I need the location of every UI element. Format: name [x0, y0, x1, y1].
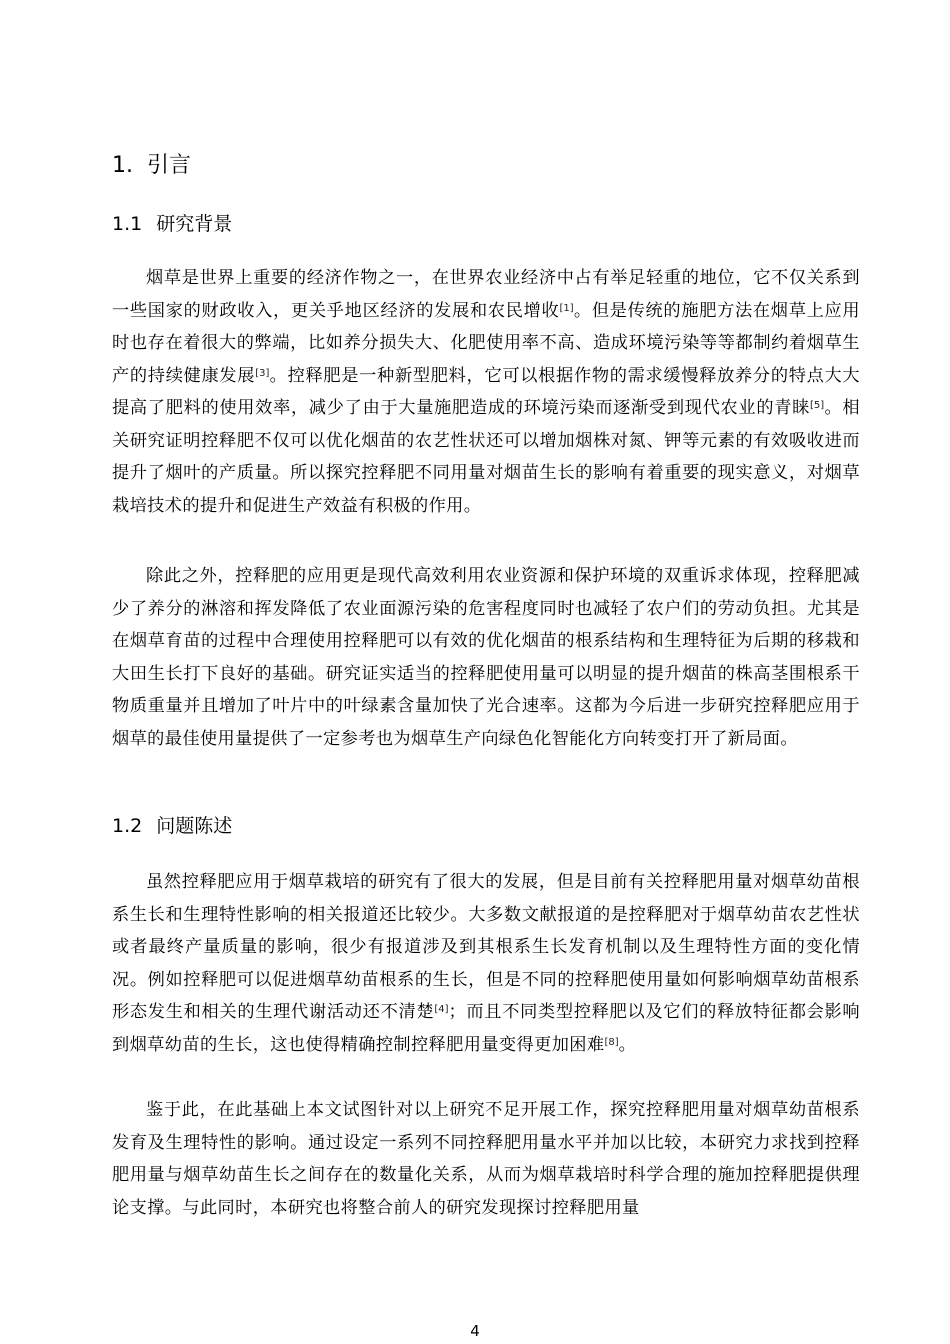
text-segment: 除此之外，控释肥的应用更是现代高效利用农业资源和保护环境的双重诉求体现，控释肥减少了养分的淋溶和挥发降低了农业面源污染的危害程度同时也减轻了农户们的劳动负担。尤其是在烟草育苗的过程中合理使用控释肥可以有效的优化烟苗的根系结构和生理特征为后期的移栽和大田生长打下良好的基础。研究证实适当的控释肥使用量可以明显的提升烟苗的株高茎围根系干物质重量并且增加了叶片中的叶绿素含量加快了光合速率。这都为今后进一步研究控释肥应用于烟草的最佳使用量提供了一定参考也为烟草生产向绿色化智能化方向转变打开了新局面。: [112, 566, 860, 749]
paragraph-problem-2: [112, 1094, 860, 1224]
citation: [3]: [255, 367, 270, 379]
text-segment: ；而且不同类型控释肥以及它们的释放特征都会影响到烟草幼苗的生长，这也使得精确控制控释肥用量变得更加困难: [112, 1002, 861, 1055]
citation: [5]: [810, 400, 825, 411]
text-segment: 烟草是世界上重要的经济作物之一，在世界农业经济中占有举足轻重的地位，它不仅关系到一些国家的财政收入，更关乎地区经济的发展和农民增收: [112, 268, 860, 321]
citation: [1]: [559, 302, 574, 314]
section-heading-background: [112, 210, 232, 238]
citation: [8]: [604, 1036, 619, 1048]
section-heading-problem: [112, 812, 232, 840]
text-segment: 。控释肥是一种新型肥料，它可以根据作物的需求缓慢释放养分的特点大大提高了肥料的使用效率，减少了由于大量施肥造成的环境污染而逐渐受到现代农业的青睐: [112, 365, 860, 418]
chapter-heading: [112, 151, 191, 181]
citation: [4]: [434, 1004, 449, 1015]
section-title: 研究背景: [156, 213, 233, 235]
text-segment: 。但是传统的施肥方法在烟草上应用时也存在着很大的弊端，比如养分损失大、化肥使用率不高、造成环境污染等等都制约着烟草生产的持续健康发展: [112, 300, 860, 386]
text-segment: 。相关研究证明控释肥不仅可以优化烟苗的农艺性状还可以增加烟株对氮、钾等元素的有效吸收进而提升了烟叶的产质量。所以探究控释肥不同用量对烟苗生长的影响有着重要的现实意义，对烟草栽培技术的提升和促进生产效益有积极的作用。: [112, 398, 860, 516]
text-segment: 鉴于此，在此基础上本文试图针对以上研究不足开展工作，探究控释肥用量对烟草幼苗根系发育及生理特性的影响。通过设定一系列不同控释肥用量水平并加以比较，本研究力求找到控释肥用量与烟草幼苗生长之间存在的数量化关系，从而为烟草栽培时科学合理的施加控释肥提供理论支撑。与此同时，本研究也将整合前人的研究发现探讨控释肥用量: [112, 1100, 860, 1218]
page-number: 4: [470, 1322, 480, 1340]
section-title: 问题陈述: [156, 815, 233, 837]
paragraph-background-2: [112, 560, 860, 755]
paragraph-problem-1: [112, 866, 860, 1061]
section-number: 1.1: [112, 213, 143, 235]
text-segment: 。: [618, 1034, 637, 1055]
section-number: 1.2: [112, 815, 143, 837]
paragraph-background-1: [112, 262, 860, 522]
text-segment: 虽然控释肥应用于烟草栽培的研究有了很大的发展，但是目前有关控释肥用量对烟草幼苗根系生长和生理特性影响的相关报道还比较少。大多数文献报道的是控释肥对于烟草幼苗农艺性状或者最终产量质量的影响，很少有报道涉及到其根系生长发育机制以及生理特性方面的变化情况。例如控释肥可以促进烟草幼苗根系的生长，但是不同的控释肥使用量如何影响烟草幼苗根系形态发生和相关的生理代谢活动还不清楚: [112, 872, 860, 1022]
chapter-title: 引言: [147, 153, 192, 178]
chapter-number: 1.: [112, 153, 133, 178]
